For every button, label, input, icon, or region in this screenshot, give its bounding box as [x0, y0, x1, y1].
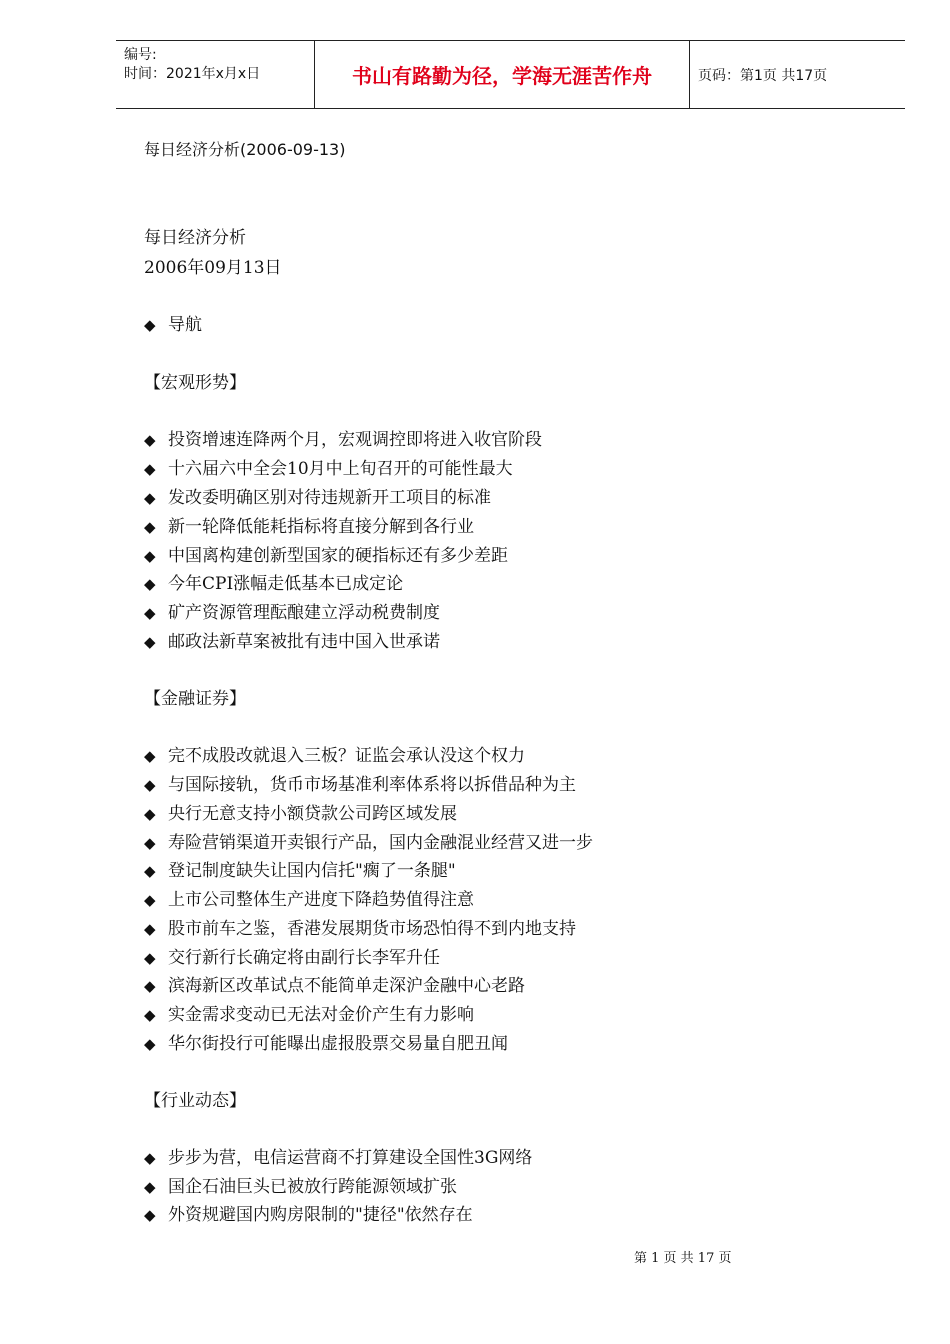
header-motto: 书山有路勤为径，学海无涯苦作舟	[315, 41, 690, 108]
date-line: 2006年09月13日	[144, 258, 282, 278]
diamond-bullet-icon: ◆	[144, 604, 156, 622]
list-item	[144, 425, 542, 450]
list-item	[144, 770, 576, 795]
list-item	[144, 799, 457, 824]
list-item	[144, 914, 576, 939]
list-item	[144, 454, 513, 479]
list-item-text: 步步为营，电信运营商不打算建设全国性3G网络	[168, 1148, 533, 1168]
diamond-bullet-icon: ◆	[144, 949, 156, 967]
document-title: 每日经济分析(2006-09-13)	[144, 140, 346, 159]
list-item	[144, 741, 525, 766]
nav-label: 导航	[168, 315, 202, 335]
list-item-text: 交行新行长确定将由副行长李军升任	[168, 948, 440, 968]
list-item-text: 股市前车之鉴，香港发展期货市场恐怕得不到内地支持	[168, 919, 576, 939]
page-footer: 第 1 页 共 17 页	[634, 1251, 732, 1266]
list-item-text: 中国离构建创新型国家的硬指标还有多少差距	[168, 546, 508, 566]
list-item	[144, 1143, 532, 1168]
diamond-bullet-icon: ◆	[144, 1206, 156, 1224]
list-item	[144, 1172, 457, 1197]
diamond-bullet-icon: ◆	[144, 834, 156, 852]
diamond-bullet-icon: ◆	[144, 575, 156, 593]
diamond-bullet-icon: ◆	[144, 431, 156, 449]
list-item-text: 央行无意支持小额贷款公司跨区域发展	[168, 804, 457, 824]
diamond-bullet-icon: ◆	[144, 920, 156, 938]
list-item	[144, 541, 508, 566]
list-item-text: 实金需求变动已无法对金价产生有力影响	[168, 1005, 474, 1025]
diamond-bullet-icon: ◆	[144, 518, 156, 536]
diamond-bullet-icon: ◆	[144, 977, 156, 995]
list-item	[144, 512, 474, 537]
diamond-bullet-icon: ◆	[144, 805, 156, 823]
list-item	[144, 483, 491, 508]
page-header	[116, 40, 905, 109]
list-item-text: 新一轮降低能耗指标将直接分解到各行业	[168, 517, 474, 537]
diamond-bullet-icon: ◆	[144, 489, 156, 507]
list-item	[144, 1029, 508, 1054]
diamond-bullet-icon: ◆	[144, 460, 156, 478]
list-item-text: 登记制度缺失让国内信托"瘸了一条腿"	[168, 861, 456, 881]
list-item-text: 华尔街投行可能曝出虚报股票交易量自肥丑闻	[168, 1034, 508, 1054]
number-label: 编号:	[124, 47, 157, 63]
diamond-bullet-icon: ◆	[144, 316, 156, 334]
time-label: 时间：2021年x月x日	[124, 66, 261, 82]
list-item	[144, 1000, 474, 1025]
list-item-text: 国企石油巨头已被放行跨能源领域扩张	[168, 1177, 457, 1197]
list-item-text: 上市公司整体生产进度下降趋势值得注意	[168, 890, 474, 910]
section-heading-industry: 【行业动态】	[144, 1091, 246, 1111]
list-item	[144, 1200, 473, 1225]
list-item-text: 十六届六中全会10月中上旬召开的可能性最大	[168, 459, 513, 479]
list-item	[144, 627, 440, 652]
header-page-info: 页码：第1页 共17页	[698, 67, 828, 84]
diamond-bullet-icon: ◆	[144, 747, 156, 765]
list-item-text: 发改委明确区别对待违规新开工项目的标准	[168, 488, 491, 508]
diamond-bullet-icon: ◆	[144, 1035, 156, 1053]
list-item-text: 今年CPI涨幅走低基本已成定论	[168, 574, 404, 594]
list-item-text: 与国际接轨，货币市场基准利率体系将以拆借品种为主	[168, 775, 576, 795]
diamond-bullet-icon: ◆	[144, 891, 156, 909]
diamond-bullet-icon: ◆	[144, 776, 156, 794]
list-item	[144, 828, 593, 853]
diamond-bullet-icon: ◆	[144, 547, 156, 565]
list-item	[144, 569, 403, 594]
list-item-text: 投资增速连降两个月，宏观调控即将进入收官阶段	[168, 430, 542, 450]
subtitle: 每日经济分析	[144, 228, 246, 248]
list-item-text: 矿产资源管理酝酿建立浮动税费制度	[168, 603, 440, 623]
list-item	[144, 598, 440, 623]
list-item-text: 滨海新区改革试点不能简单走深沪金融中心老路	[168, 976, 525, 996]
diamond-bullet-icon: ◆	[144, 1006, 156, 1024]
diamond-bullet-icon: ◆	[144, 1149, 156, 1167]
diamond-bullet-icon: ◆	[144, 1178, 156, 1196]
diamond-bullet-icon: ◆	[144, 862, 156, 880]
list-item	[144, 856, 456, 881]
list-item-text: 完不成股改就退入三板？证监会承认没这个权力	[168, 746, 525, 766]
list-item-text: 邮政法新草案被批有违中国入世承诺	[168, 632, 440, 652]
diamond-bullet-icon: ◆	[144, 633, 156, 651]
list-item-text: 寿险营销渠道开卖银行产品，国内金融混业经营又进一步	[168, 833, 593, 853]
section-heading-macro: 【宏观形势】	[144, 373, 246, 393]
header-meta-cell	[116, 41, 315, 108]
list-item-text: 外资规避国内购房限制的"捷径"依然存在	[168, 1205, 473, 1225]
list-item	[144, 885, 474, 910]
list-item	[144, 971, 525, 996]
nav-item	[144, 310, 202, 335]
list-item	[144, 943, 440, 968]
section-heading-finance: 【金融证券】	[144, 689, 246, 709]
